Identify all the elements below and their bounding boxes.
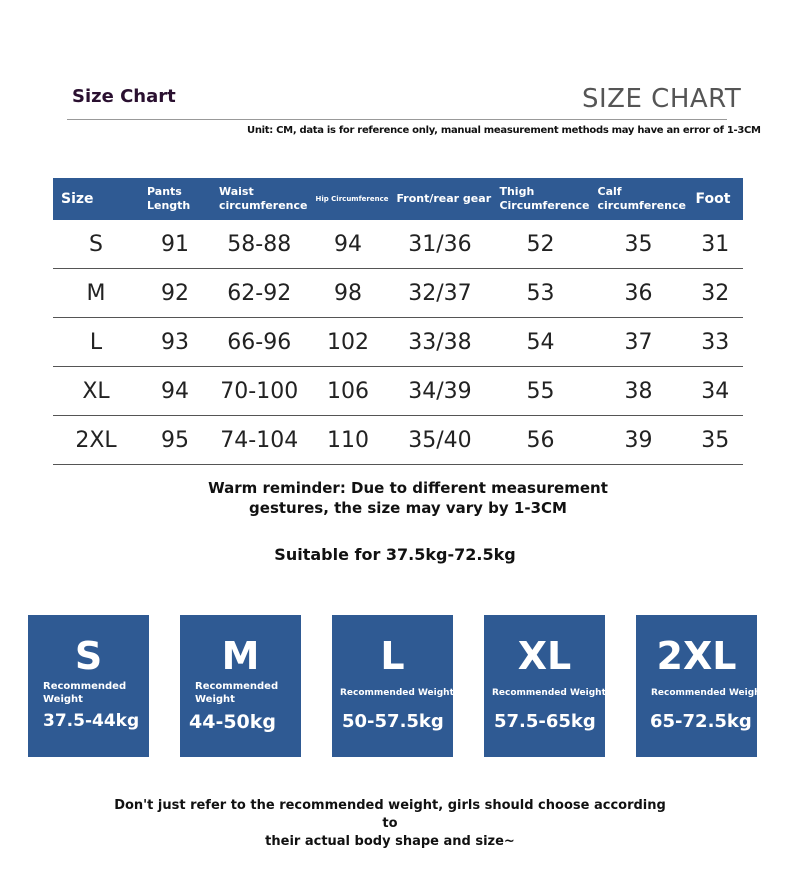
size-card-l [332, 615, 453, 757]
size-table [53, 178, 743, 465]
column-header-size: Size [53, 178, 139, 220]
cell-thigh: 53 [491, 269, 589, 318]
table-header-row [53, 178, 743, 220]
card-recommended-label: Recommended Weight [492, 688, 606, 698]
column-header-waist: Waist circumference [211, 178, 307, 220]
footer-line-2: their actual body shape and size~ [265, 834, 515, 849]
card-weight: 57.5-65kg [494, 711, 596, 732]
cell-foot: 35 [688, 416, 744, 465]
cell-hip: 106 [307, 367, 388, 416]
cell-waist: 62-92 [211, 269, 307, 318]
cell-foot: 31 [688, 220, 744, 269]
footer-line-1: Don't just refer to the recommended weight, girls should choose according to [114, 798, 666, 831]
reminder-line-2: gestures, the size may vary by 1-3CM [249, 499, 567, 517]
card-size-label: S [74, 634, 103, 678]
cell-pants-length: 91 [139, 220, 211, 269]
cell-hip: 102 [307, 318, 388, 367]
cell-pants-length: 94 [139, 367, 211, 416]
cell-size: S [53, 220, 139, 269]
cell-pants-length: 95 [139, 416, 211, 465]
column-header-hip: Hip Circumference [307, 178, 388, 220]
cell-thigh: 54 [491, 318, 589, 367]
cell-front-rear: 33/38 [388, 318, 491, 367]
card-recommended-label: Recommended Weight [43, 681, 127, 705]
unit-note: Unit: CM, data is for reference only, manual measurement methods may have an error of 1-3CM [247, 125, 761, 136]
card-size-label: 2XL [656, 634, 737, 678]
size-card-2xl [636, 615, 765, 757]
cell-thigh: 52 [491, 220, 589, 269]
card-size-label: L [380, 634, 405, 678]
table-row [53, 367, 743, 416]
cell-waist: 66-96 [211, 318, 307, 367]
column-header-front-rear: Front/rear gear [388, 178, 491, 220]
card-size-label: M [221, 634, 260, 678]
cell-calf: 39 [590, 416, 688, 465]
cell-waist: 74-104 [211, 416, 307, 465]
cell-foot: 33 [688, 318, 744, 367]
cell-hip: 110 [307, 416, 388, 465]
card-recommended-label: Recommended Weight [651, 688, 765, 698]
cell-waist: 70-100 [211, 367, 307, 416]
size-card-m [180, 615, 301, 757]
cell-calf: 36 [590, 269, 688, 318]
warm-reminder [180, 478, 636, 518]
cell-size: 2XL [53, 416, 139, 465]
table-row [53, 269, 743, 318]
cell-foot: 34 [688, 367, 744, 416]
card-weight: 44-50kg [189, 711, 277, 733]
column-header-foot: Foot [688, 178, 744, 220]
cell-calf: 37 [590, 318, 688, 367]
page-title: Size Chart [72, 86, 176, 107]
cell-size: M [53, 269, 139, 318]
footer-note [110, 797, 670, 851]
table-row [53, 318, 743, 367]
card-recommended-label: Recommended Weight [340, 688, 454, 698]
cell-front-rear: 32/37 [388, 269, 491, 318]
cell-hip: 94 [307, 220, 388, 269]
cell-foot: 32 [688, 269, 744, 318]
size-card-s [28, 615, 149, 757]
cell-waist: 58-88 [211, 220, 307, 269]
card-recommended-label: Recommended Weight [195, 681, 279, 705]
table-row [53, 220, 743, 269]
cell-pants-length: 92 [139, 269, 211, 318]
cell-front-rear: 35/40 [388, 416, 491, 465]
suitable-weight-range: Suitable for 37.5kg-72.5kg [274, 545, 516, 564]
column-header-calf: Calf circumference [590, 178, 688, 220]
page-title-large: SIZE CHART [582, 84, 742, 114]
cell-front-rear: 31/36 [388, 220, 491, 269]
cell-size: XL [53, 367, 139, 416]
card-weight: 65-72.5kg [650, 711, 752, 732]
cell-front-rear: 34/39 [388, 367, 491, 416]
table-row [53, 416, 743, 465]
cell-calf: 38 [590, 367, 688, 416]
cell-calf: 35 [590, 220, 688, 269]
reminder-line-1: Warm reminder: Due to different measurement [208, 479, 608, 497]
cell-size: L [53, 318, 139, 367]
title-divider [67, 119, 727, 120]
cell-pants-length: 93 [139, 318, 211, 367]
cell-thigh: 56 [491, 416, 589, 465]
card-weight: 50-57.5kg [342, 711, 444, 732]
column-header-thigh: Thigh Circumference [491, 178, 589, 220]
column-header-pants-length: Pants Length [139, 178, 211, 220]
card-weight: 37.5-44kg [43, 711, 140, 731]
cell-thigh: 55 [491, 367, 589, 416]
size-card-xl [484, 615, 605, 757]
card-size-label: XL [517, 634, 572, 678]
cell-hip: 98 [307, 269, 388, 318]
